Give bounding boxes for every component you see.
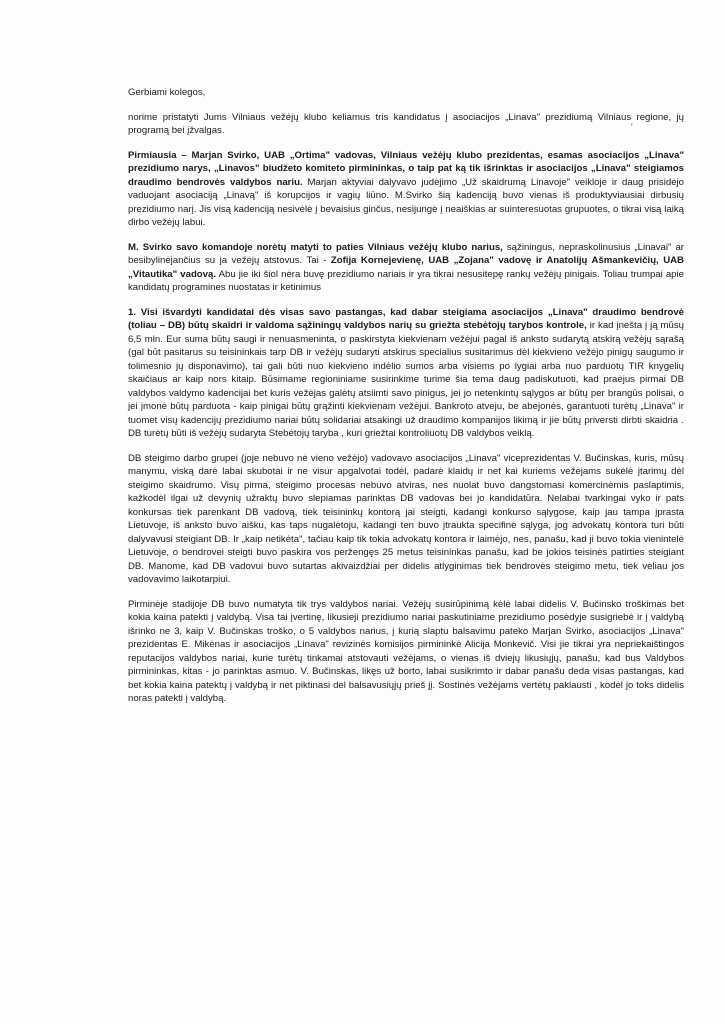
paragraph-bold-lead: Pirmiausia – Marjan Svirko, UAB „Ortima" vadovas, Vilniaus vežėjų klubo prezidentas, esamas asociacijos „Linava" prezidiumo narys, „Linavos" biudžeto komiteto pirmininkas, o taip pat ką tik išrinktas ir asociacijos „Linava" steigiamos draudimo bendrovės valdybos nariu. xyxy=(128,149,684,188)
paragraph-bold-lead: M. Svirko savo komandoje norėtų matyti to paties Vilniaus vežėjų klubo narius, xyxy=(128,241,503,253)
letter-body xyxy=(128,86,684,717)
paragraph-text: ir kad įnešta į ją mūsų 6,5 mln. Eur suma būtų saugi ir nenuasmeninta, o paskirstyta kiekvienam vežėjui pagal iš anksto sudarytą atskirą vežėjų sąrašą (gal būt pasitarus su teisininkais tarp DB ir vežėjų sudaryti atskirus specialius susitarimus dėl kiekvieno vežėjo pinigų saugumo ir tolimesnio jų disponavimo), tai gali būti nuo kiekvieno indėlio sumos arba visiems po lygiai arba nuo parduotų TIR knygelių skaičiaus ar kaip nors kitaip. Būsimame regioniniame susirinkime turime šia tema daug padiskutuoti, kad praėjus pirmai DB valdybos valdymo kadencijai bet kuris vežėjas galėtų atsiimti savo pinigus, jei jo netenkintų sąlygos ar būtų per brangūs polisai, o jei įmonė būtų parduota - kaip pinigai būtų grąžinti kiekvienam vežėjui. Bankroto atveju, be abejonės, garantuoti turėtų „Linava" ir tuomet visų kadencijų prezidiumo nariai būtų solidariai atsakingi už draudimo kompanijos likimą ir jie būtų priversti dirbti skaidria . DB turėtų būti iš vežėjų sudaryta Stebėtojų taryba , kuri griežtai kontroliuotų DB valdybos veiklą. xyxy=(128,320,684,439)
scan-mark: ' xyxy=(631,122,633,132)
paragraph-text: Abu jie iki šiol nėra buvę prezidiumo nariais ir yra tikrai nesusitepę rankų vežėjų pinigais. Toliau trumpai apie kandidatų programines nuostatas ir ketinimus xyxy=(128,268,684,293)
paragraph-text: sąžiningus, nepraskolinusius „Linavai" ar besibylinėjančius su ja vežėjų atstovus. Tai - xyxy=(128,241,685,266)
paragraph-candidate-svirko xyxy=(128,149,684,230)
paragraph-db-board: Pirminėje stadijoje DB buvo numatyta tik trys valdybos nariai. Vežėjų susirūpinimą kėlė labai didelis V. Bučinsko troškimas bet kokia kaina patekti į valdybą. Visa tai įvertinę, likusieji prezidiumo nariai paskutiniame prezidiumo posėdyje susigriebė ir į valdybą išrinko ne 3, kaip V. Bučinskas troško, o 5 valdybos narius, į kurią slaptu balsavimu pateko Marjan Svirko, asociacijos „Linava" prezidentas E. Mikėnas ir asociacijos „Linava" revizinės komisijos pirmininkė Alicija Monkevič. Visi jie tikrai yra nepriekaištingos reputacijos valdybos nariai, kurie turėtų tinkamai atstovauti vežėjams, o vienas iš dviejų likusiųjų, panašu, kad bus Valdybos pirmininkas, kitas - jo parinktas asmuo. V. Bučinskas, likęs už borto, labai susikrimto ir dabar panašu deda visas pastangas, kad bet kokia kaina patektų į valdybą ir net piktinasi del balsavusiųjų prieš jį. Sostinės vežėjams vertėtų paklausti , kodėl jo toks didelis noras patekti į valdybą. xyxy=(128,598,684,704)
greeting: Gerbiami kolegos, xyxy=(128,87,206,98)
intro-paragraph: norime pristatyti Jums Vilniaus vežėjų klubo keliamus tris kandidatus į asociacijos „Linava" prezidiumą Vilniaus regione, jų programą bei įžvalgas. xyxy=(128,111,684,136)
paragraph-program-point-1 xyxy=(128,306,684,441)
paragraph-bold-lead: 1. Visi išvardyti kandidatai dės visas savo pastangas, kad dabar steigiama asociacijos „Linava" draudimo bendrovė (toliau – DB) būtų skaidri ir valdoma sąžiningų valdybos narių su griežta stebėtojų tarybos kontrole, xyxy=(128,306,684,331)
paragraph-team xyxy=(128,241,684,295)
paragraph-db-founding: DB steigimo darbo grupei (joje nebuvo nė vieno vežėjo) vadovavo asociacijos „Linava" viceprezidentas V. Bučinskas, kuris, mūsų manymu, viską darė labai skubotai ir ne visur apgalvotai todėl, padarė klaidų ir net kai kuriems vežėjams sukėlė įtarimų dėl steigimo skaidrumo. Visų pirma, steigimo procesas nebuvo atviras, nes nuolat buvo dangstomasi komercinėmis paslaptimis, kažkodėl ilgai už devynių užraktų buvo slepiamas parinktas DB vadovas bei jo kandidatūra. Nelabai tvarkingai vyko ir pats konkursas tiek parenkant DB vadovą, tiek teisininkų kontorą jai steigti, kadangi konkurso sąlygose, kaip jau tampa įprasta Lietuvoje, iš anksto buvo aišku, kas taps nugalėtoju, kadangi ten buvo įtraukta specifinė sąlyga, jog advokatų kontora turi būti dalyvavusi steigiant DB. Ir „kaip netikėta", tačiau kaip tik tokia advokatų kontora ir laimėjo, nes, panašu, kad ji buvo tokia vienintelė Lietuvoje, o bendrovei steigti buvo paskira vos peržengęs 25 metus teisininkas panašu, kad be jokios teisinės patirties steigiant DB. Manome, kad DB vadovui buvo sutartas akivaizdžiai per didelis atlyginimas tiek bendrovės steigimo metu, tiek vėliau jos vadovavimo laikotarpiui. xyxy=(128,452,684,585)
paragraph-text: Marjan aktyviai dalyvavo judėjimo „Už skaidrumą Linavoje" veikloje ir daug prisidėjo vaduojant asociaciją „Linavą" iš korupcijos ir vagių liūno. M.Svirko šią kadenciją buvo vienas iš produktyviausiai dirbusių prezidiumo narį. Jis visą kadenciją nesivėlė į bevaisius ginčus, nesijungė į neaiškias ar suinteresuotas grupuotes, o tikrai visą laiką dirbo vežėjų labui. xyxy=(128,176,685,228)
paragraph-bold-names: Zofija Kornejevienę, UAB „Zojana" vadovę ir Anatolijų Ašmankevičių, UAB „Vitautika" vadovą. xyxy=(128,255,684,280)
